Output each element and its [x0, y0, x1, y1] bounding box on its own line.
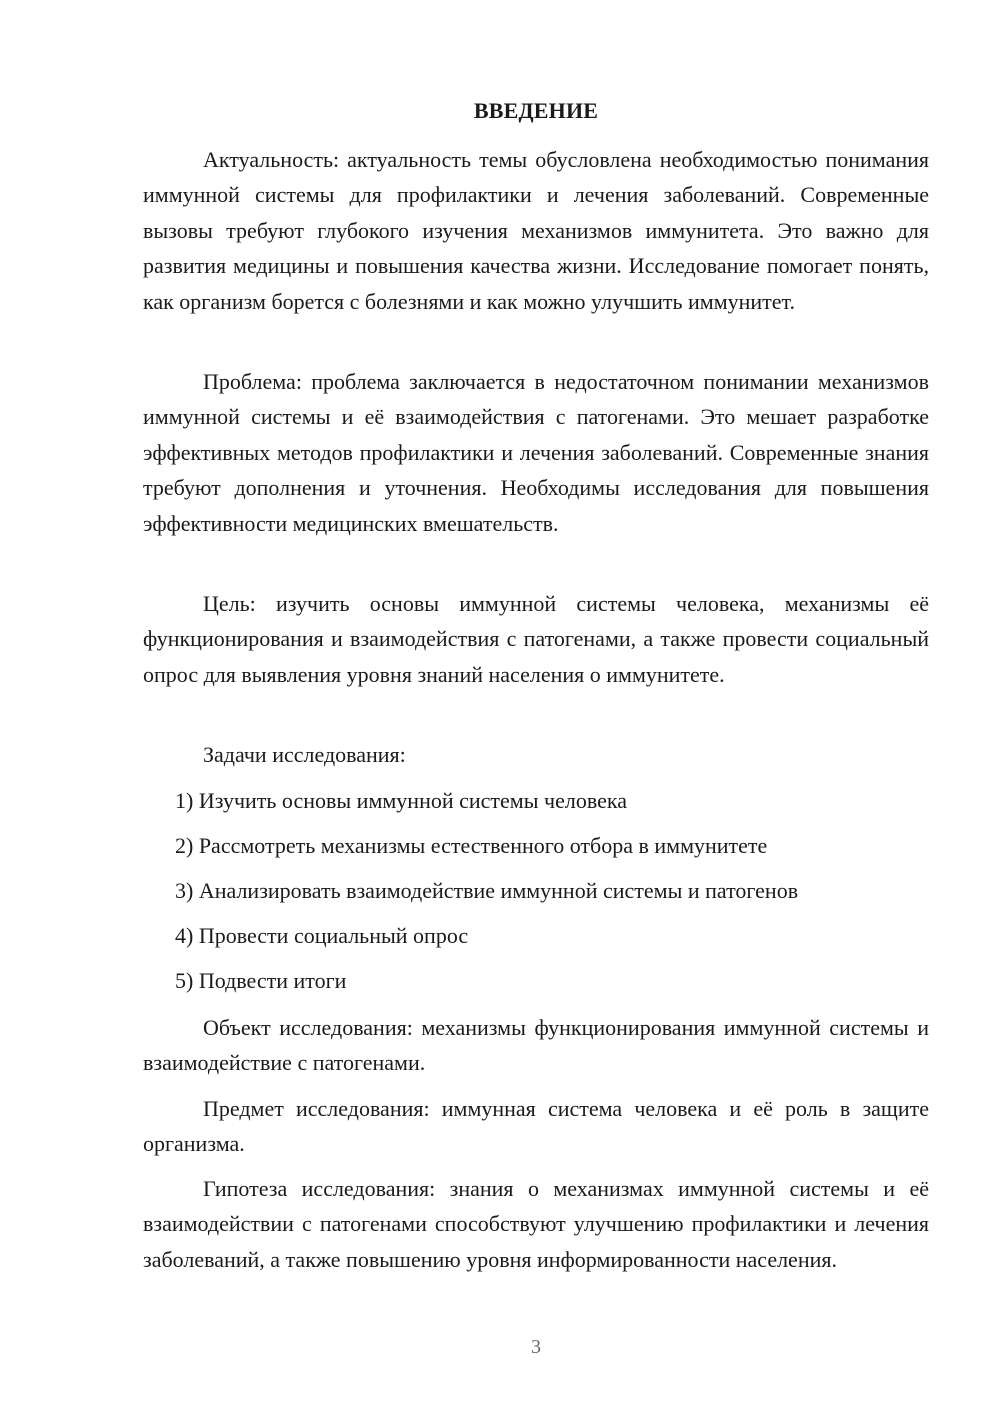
tasks-title: Задачи исследования: [203, 742, 406, 767]
page-title: ВВЕДЕНИЕ [473, 98, 599, 123]
list-item: 5) Подвести итоги [175, 968, 347, 993]
list-item: 4) Провести социальный опрос [175, 923, 469, 948]
paragraph-problem: Проблема: проблема заключается в недостаточном понимании механизмов иммунной системы и её взаимодействия с патогенами. Это мешает разработке эффективных методов профилактики и лечения заболеваний. Современные знания требуют дополнения и уточнения. Необходимы исследования для повышения эффективности медицинских вмешательств. [143, 369, 929, 536]
page-number: 3 [531, 1336, 541, 1358]
paragraph-subject: Предмет исследования: иммунная система человека и её роль в защите организма. [143, 1096, 929, 1157]
list-item: 3) Анализировать взаимодействие иммунной системы и патогенов [175, 878, 799, 903]
paragraph-object: Объект исследования: механизмы функционирования иммунной системы и взаимодействие с патогенами. [143, 1015, 929, 1076]
list-item: 1) Изучить основы иммунной системы человека [175, 788, 627, 813]
list-item: 2) Рассмотреть механизмы естественного отбора в иммунитете [175, 833, 768, 858]
paragraph-relevance: Актуальность: актуальность темы обусловлена необходимостью понимания иммунной системы для профилактики и лечения заболеваний. Современные вызовы требуют глубокого изучения механизмов иммунитета. Это важно для развития медицины и повышения качества жизни. Исследование помогает понять, как организм борется с болезнями и как можно улучшить иммунитет. [143, 147, 929, 314]
paragraph-goal: Цель: изучить основы иммунной системы человека, механизмы её функционирования и взаимодействия с патогенами, а также провести социальный опрос для выявления уровня знаний населения о иммунитете. [143, 591, 929, 687]
paragraph-hypothesis: Гипотеза исследования: знания о механизмах иммунной системы и её взаимодействии с патогенами способствуют улучшению профилактики и лечения заболеваний, а также повышению уровня информированности населения. [143, 1176, 929, 1272]
